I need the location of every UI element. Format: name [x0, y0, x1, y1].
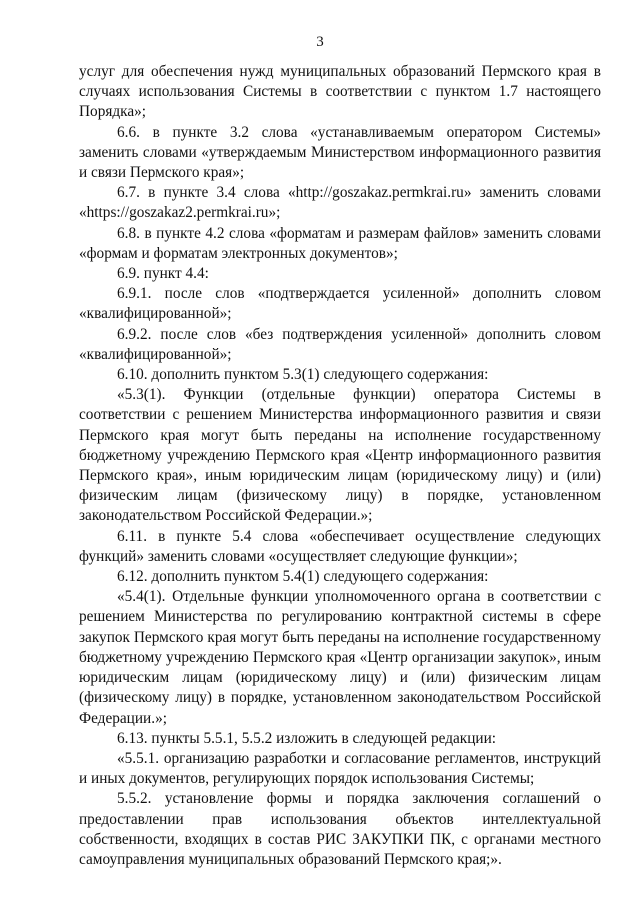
paragraph-6-8: 6.8. в пункте 4.2 слова «форматам и размерам файлов» заменить словами «формам и форматам электронных документов»; [79, 224, 601, 262]
paragraph-6-10: 6.10. дополнить пунктом 5.3(1) следующего содержания: [117, 366, 489, 384]
paragraph-5-5-2: 5.5.2. установление формы и порядка заключения соглашений о предоставлении прав использования объектов интеллектуальной собственности, входящих в состав РИС ЗАКУПКИ ПК, с органами местного самоуправления муниципальных образований Пермского края;». [79, 790, 601, 868]
paragraph-6-9-2: 6.9.2. после слов «без подтверждения усиленной» дополнить словом «квалифицированной»; [79, 325, 601, 363]
paragraph-6-6: 6.6. в пункте 3.2 слова «устанавливаемым оператором Системы» заменить словами «утверждаемым Министерством информационного развития и связи Пермского края»; [79, 123, 601, 182]
paragraph-5-3-1: «5.3(1). Функции (отдельные функции) оператора Системы в соответствии с решением Министерства информационного развития и связи Пермского края могут быть переданы на исполнение государственному бюджетному учреждению Пермского края «Центр информационного развития Пермского края», иным юридическим лицам (юридическому лицу) и (или) физическим лицам (физическому лицу) в порядке, установленном законодательством Российской Федерации.»; [79, 386, 601, 525]
paragraph-6-13: 6.13. пункты 5.5.1, 5.5.2 изложить в следующей редакции: [117, 729, 497, 747]
page-number: 3 [316, 34, 324, 50]
paragraph-6-12: 6.12. дополнить пунктом 5.4(1) следующего содержания: [117, 568, 489, 586]
paragraph-6-7: 6.7. в пункте 3.4 слова «http://goszakaz.permkrai.ru» заменить словами «https://goszakaz2.permkrai.ru»; [79, 184, 601, 222]
paragraph-5-4-1: «5.4(1). Отдельные функции уполномоченного органа в соответствии с решением Министерства по регулированию контрактной системы в сфере закупок Пермского края могут быть переданы на исполнение государственному бюджетному учреждению Пермского края «Центр организации закупок», иным юридическим лицам (юридическому лицу) и (или) физическим лицам (физическому лицу) в порядке, установленном законодательством Российской Федерации.»; [79, 588, 601, 727]
paragraph-continuation: услуг для обеспечения нужд муниципальных образований Пермского края в случаях использования Системы в соответствии с пунктом 1.7 настоящего Порядка»; [79, 63, 601, 121]
paragraph-6-9-1: 6.9.1. после слов «подтверждается усиленной» дополнить словом «квалифицированной»; [79, 285, 601, 323]
paragraph-5-5-1: «5.5.1. организацию разработки и согласование регламентов, инструкций и иных документов, регулирующих порядок использования Системы; [79, 749, 601, 788]
paragraph-6-11: 6.11. в пункте 5.4 слова «обеспечивает осуществление следующих функций» заменить словами «осуществляет следующие функции»; [79, 527, 601, 565]
document-body [79, 62, 601, 870]
paragraph-6-9: 6.9. пункт 4.4: [117, 265, 209, 283]
